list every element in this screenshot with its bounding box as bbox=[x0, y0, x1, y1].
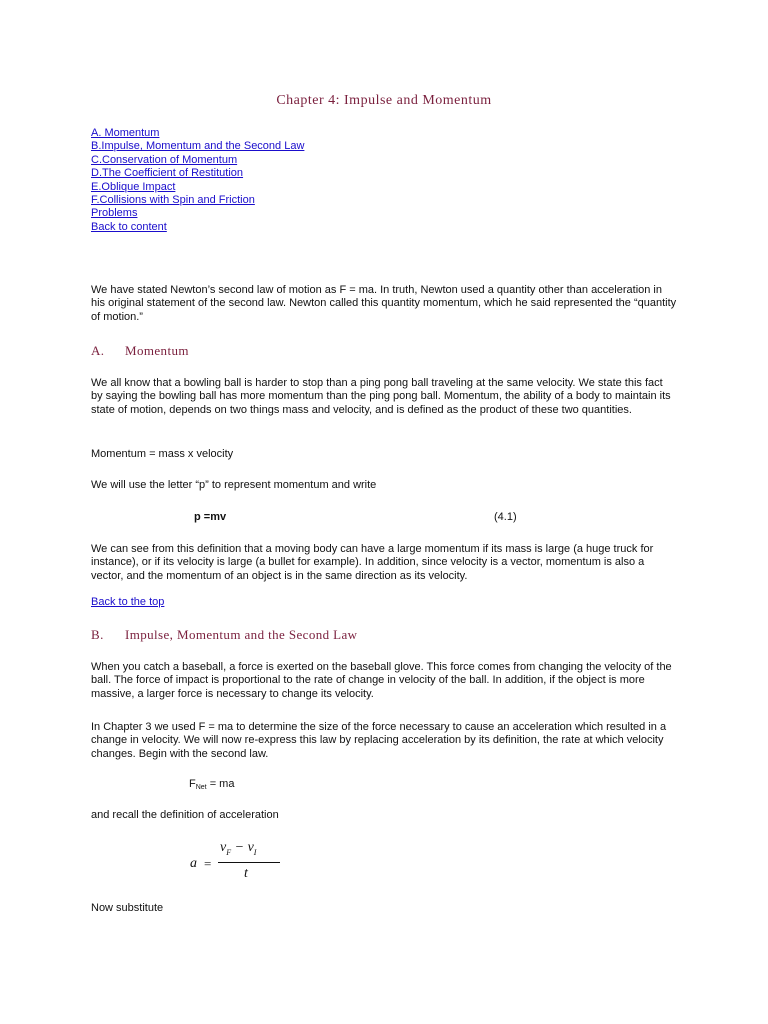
baseball-paragraph: When you catch a baseball, a force is exerted on the baseball glove. This force comes from changing the velocity of the ball. The force of impact is proportional to the rate of change in velocity of the ball. In addition, if the object is more massive, a larger force is necessary to change its velocity. bbox=[91, 661, 672, 700]
toc-link-impulse[interactable]: B.Impulse, Momentum and the Second Law bbox=[91, 140, 305, 153]
recall-sentence: and recall the definition of acceleration bbox=[91, 809, 279, 821]
vf-subscript: F bbox=[226, 847, 232, 857]
back-to-top-link[interactable]: Back to the top bbox=[91, 596, 165, 608]
minus-sign: − bbox=[231, 840, 248, 855]
chapter-title: Chapter 4: Impulse and Momentum bbox=[276, 93, 492, 108]
toc-link-problems[interactable]: Problems bbox=[91, 207, 138, 220]
fnet-equation bbox=[189, 778, 234, 791]
section-b-heading bbox=[91, 627, 357, 643]
section-b-letter: B. bbox=[91, 627, 104, 642]
toc-link-momentum[interactable]: A. Momentum bbox=[91, 127, 160, 139]
momentum-vector-paragraph: We can see from this definition that a moving body can have a large momentum if its mass is large (a huge truck for instance), or if its velocity is large (a bullet for example). In addition, since velocity is a vector, momentum is also a vector, and the momentum of an object is in the same direction as its velocity. bbox=[91, 543, 654, 582]
vi-subscript: I bbox=[253, 847, 257, 857]
fnet-symbol: F bbox=[189, 778, 196, 790]
chapter3-paragraph: In Chapter 3 we used F = ma to determine the size of the force necessary to cause an acceleration which resulted in a change in velocity. We will now re-express this law by replacing acceleration by its definition, the rate at which velocity changes. Begin with the second law. bbox=[91, 721, 667, 760]
fraction-bar bbox=[218, 862, 280, 863]
table-of-contents bbox=[91, 127, 304, 234]
equation-number: (4.1) bbox=[494, 511, 517, 523]
toc-link-oblique-impact[interactable]: E.Oblique Impact bbox=[91, 180, 176, 193]
fnet-rhs: = ma bbox=[206, 778, 235, 790]
acceleration-formula bbox=[190, 840, 280, 890]
momentum-paragraph: We all know that a bowling ball is harder to stop than a ping pong ball traveling at the same velocity. We state this fact by saying the bowling ball has more momentum than the ping pong ball. Momentum, the ability of a body to maintain its state of motion, depends on two things mass and velocity, and is defined as the product of these two quantities. bbox=[91, 377, 671, 416]
momentum-definition: Momentum = mass x velocity bbox=[91, 448, 234, 460]
toc-link-conservation[interactable]: C.Conservation of Momentum bbox=[91, 153, 238, 166]
section-b-title: Impulse, Momentum and the Second Law bbox=[125, 627, 358, 642]
toc-link-spin-friction[interactable]: F.Collisions with Spin and Friction bbox=[91, 194, 255, 207]
section-a-heading bbox=[91, 343, 189, 359]
intro-paragraph: We have stated Newton’s second law of motion as F = ma. In truth, Newton used a quantity other than acceleration in his original statement of the second law. Newton called this quantity momentum, which he said represented the “quantity of motion.” bbox=[91, 284, 677, 323]
accel-denominator: t bbox=[244, 866, 248, 881]
accel-symbol: a bbox=[190, 856, 197, 871]
fnet-subscript: Net bbox=[195, 784, 207, 791]
section-a-letter: A. bbox=[91, 343, 105, 358]
vf-symbol: v bbox=[220, 840, 227, 855]
section-a-title: Momentum bbox=[125, 343, 189, 358]
letter-p-sentence: We will use the letter “p” to represent momentum and write bbox=[91, 479, 377, 491]
equation-p-mv: p =mv bbox=[194, 511, 227, 523]
equals-sign: = bbox=[204, 856, 212, 871]
accel-numerator bbox=[220, 840, 256, 857]
toc-link-restitution[interactable]: D.The Coefficient of Restitution bbox=[91, 167, 244, 180]
toc-link-back-to-content[interactable]: Back to content bbox=[91, 220, 167, 233]
vi-symbol: v bbox=[247, 840, 254, 855]
substitute-sentence: Now substitute bbox=[91, 902, 164, 914]
